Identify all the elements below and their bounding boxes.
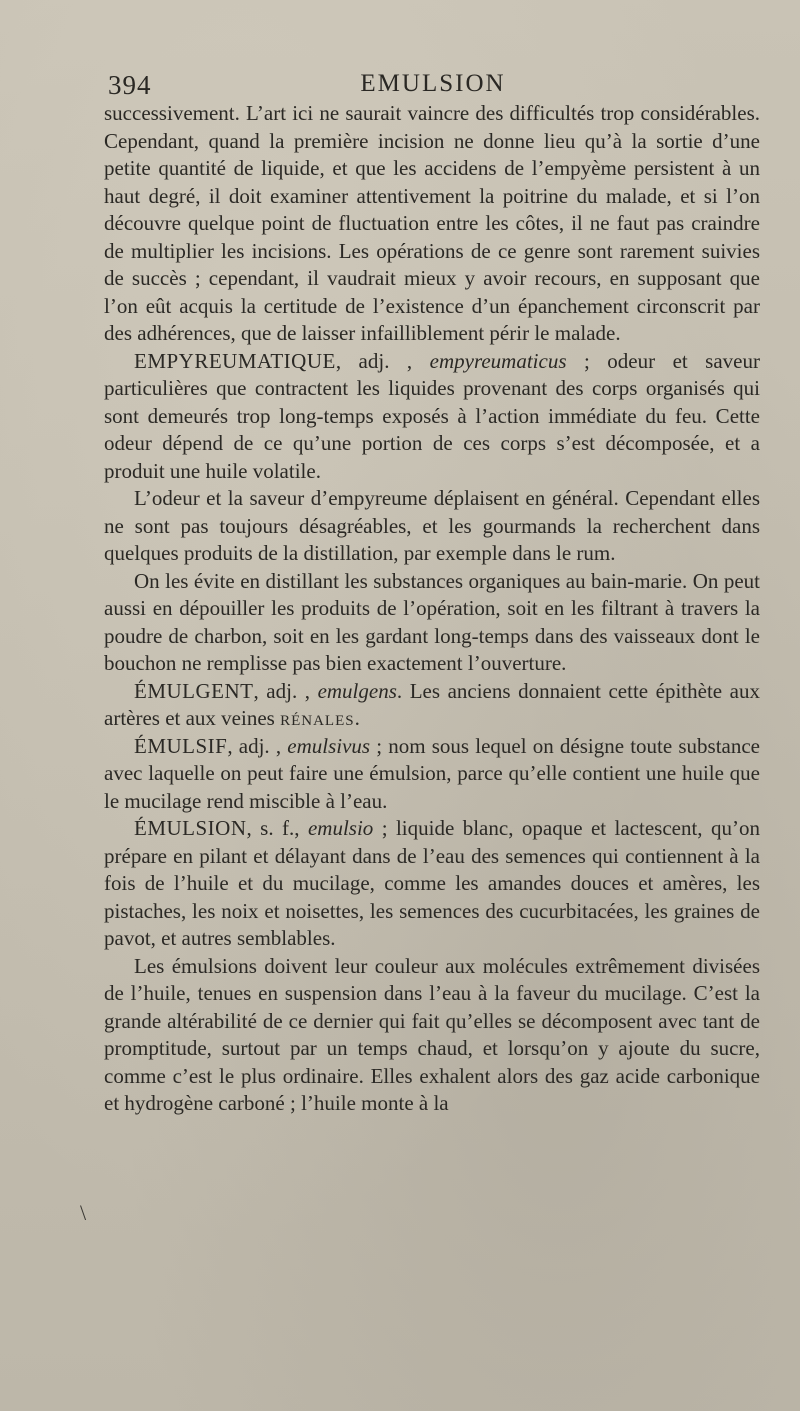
paragraph-continuation: successivement. L’art ici ne saurait vaincre des difficultés trop considérables. Cependant, quand la première incision ne donne lieu qu’à la sortie d’une petite quantité de liquide, et que les accidens de l’empyème persistent à un haut degré, il doit examiner attentivement la poitrine du malade, et si l’on découvre quelque point de fluctuation entre les côtes, il ne faut pas craindre de multiplier les incisions. Les opérations de ce genre sont rarement suivies de succès ; cependant, il vaudrait mieux y avoir recours, en supposant que l’on eût acquis la certitude de l’existence d’un épanchement circonscrit par des adhérences, que de laisser infailliblement périr le malade. bbox=[104, 101, 760, 345]
entry-definition: ; odeur et saveur particulières que contractent les liquides provenant des corps organisés qui sont demeurés trop long-temps exposés à l’action immédiate du feu. Cette odeur dépend de ce qu’une portion de ces corps s’est décomposée, et a produit une huile volatile. bbox=[104, 348, 760, 483]
entry-definition: ; liquide blanc, opaque et lactescent, qu’on prépare en pilant et délayant dans de l’eau des semences qui contiennent à la fois de l’huile et du mucilage, comme les amandes douces et amères, les pistaches, les noix et noisettes, les semences des cucurbitacées, les graines de pavot, et autres semblables. bbox=[104, 816, 760, 950]
running-title: EMULSION bbox=[360, 70, 506, 97]
paragraph-empyreume-taste: L’odeur et la saveur d’empyreume déplaisent en général. Cependant elles ne sont pas toujours désagréables, et les gourmands la recherchent dans quelques produits de la distillation, par exemple dans le rum. bbox=[104, 486, 760, 565]
entry-part-of-speech: , s. f., bbox=[246, 816, 308, 840]
entry-part-of-speech: , adj. , bbox=[335, 348, 430, 373]
paragraph-empyreume-avoid: On les évite en distillant les substances organiques au bain-marie. On peut aussi en dépouiller les produits de l’opération, soit en les filtrant à travers la poudre de charbon, soit en les gardant long-temps dans des vaisseaux dont le bouchon ne remplisse pas bien exactement l’ouverture. bbox=[104, 568, 760, 675]
entry-emulgent: ÉMULGENT, adj. , emulgens. Les anciens donnaient cette épithète aux artères et aux veines rénales. bbox=[104, 678, 760, 730]
entry-definition: . Les anciens donnaient cette épithète aux artères et aux veines bbox=[104, 678, 760, 730]
entry-emulsif bbox=[104, 733, 760, 816]
entry-definition: ; nom sous lequel on désigne toute substance avec laquelle on peut faire une émulsion, parce qu’elle contient une huile que le mucilage rend miscible à l’eau. bbox=[104, 733, 761, 813]
entry-headword: ÉMULSIF bbox=[134, 733, 228, 758]
entry-headword: ÉMULSION bbox=[134, 816, 247, 840]
paragraph-emulsion-color: Les émulsions doivent leur couleur aux molécules extrêmement divisées de l’huile, tenues en suspension dans l’eau à la faveur du mucilage. C’est la grande altérabilité de ce dernier qui fait qu’elles se décomposent avec tant de promptitude, surtout par un temps chaud, et lorsqu’on y ajoute du sucre, comme c’est le plus ordinaire. Elles exhalent alors des gaz acide carbonique et hydrogène carboné ; l’huile monte à la bbox=[104, 953, 760, 1115]
entry-headword: ÉMULGENT bbox=[134, 678, 254, 703]
margin-mark: \ bbox=[80, 1200, 87, 1225]
entry-latin: emulsio bbox=[307, 816, 374, 840]
entry-emulsion bbox=[104, 815, 760, 953]
body-text bbox=[104, 100, 760, 1118]
entry-cross-reference: rénales bbox=[280, 706, 355, 730]
entry-latin: emulsivus bbox=[287, 733, 371, 758]
entry-latin: empyreumaticus bbox=[429, 348, 567, 373]
page-number: 394 bbox=[108, 70, 152, 100]
entry-part-of-speech: , adj. , bbox=[253, 678, 318, 703]
entry-latin: emulgens bbox=[317, 678, 397, 703]
entry-empyreumatique bbox=[104, 348, 760, 486]
entry-part-of-speech: , adj. , bbox=[227, 733, 288, 758]
entry-headword: EMPYREUMATIQUE bbox=[134, 348, 336, 373]
